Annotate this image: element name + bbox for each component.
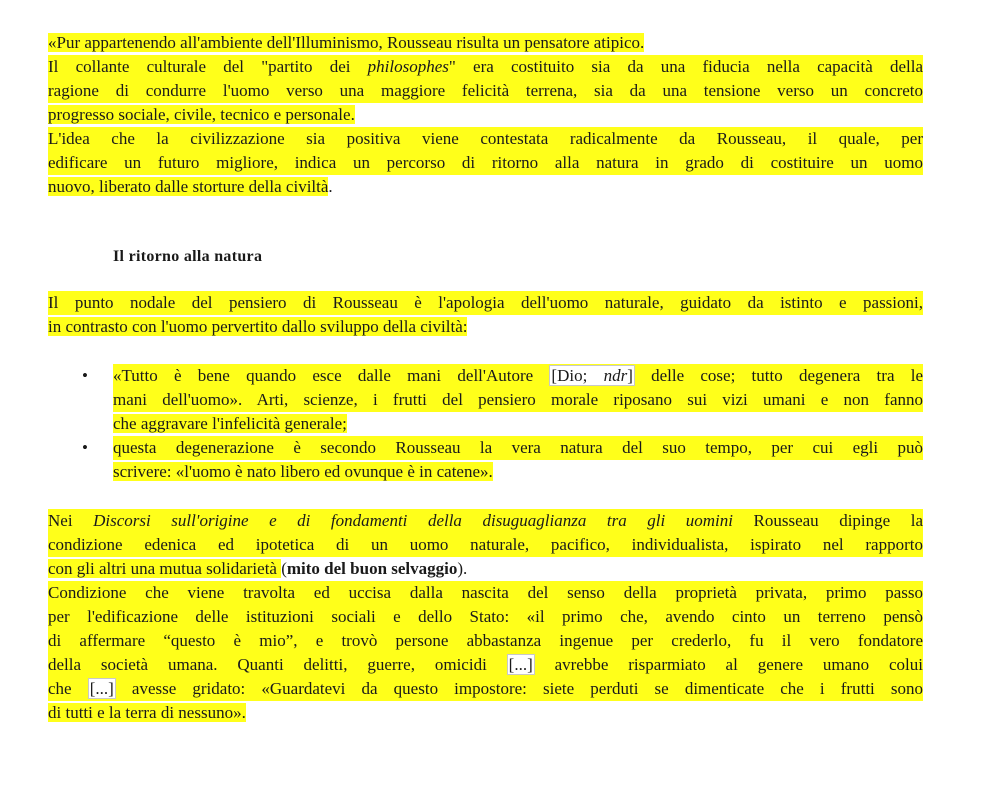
text-line: Condizione che viene travolta ed uccisa dalla nascita del senso della proprietà privata, primo passo	[48, 581, 923, 605]
text-span: «Tutto è bene quando esce dalle mani dell'Autore	[113, 366, 550, 385]
text-line: ragione di condurre l'uomo verso una maggiore felicità terrena, sia da una tensione verso un concreto	[48, 79, 923, 103]
text-line	[48, 557, 923, 581]
text-line: condizione edenica ed ipotetica di un uomo naturale, pacifico, individualista, ispirato nel rapporto	[48, 533, 923, 557]
text-line	[113, 412, 923, 436]
highlighted-text: in contrasto con l'uomo pervertito dallo sviluppo della civiltà:	[48, 317, 468, 336]
highlighted-text: «Pur appartenendo all'ambiente dell'Illuminismo, Rousseau risulta un pensatore atipico.	[48, 33, 645, 52]
text-line	[48, 677, 923, 701]
intro-paragraph	[48, 31, 923, 199]
text-span: " era costituito sia da una fiducia nella capacità della	[448, 57, 923, 76]
text-line	[48, 55, 923, 79]
text-span: Rousseau dipinge la	[732, 511, 923, 530]
highlighted-text: nuovo, liberato dalle storture della civiltà	[48, 177, 329, 196]
text-line	[48, 175, 923, 199]
text-span: avrebbe risparmiato al genere umano colui	[534, 655, 923, 674]
highlighted-text: che aggravare l'infelicità generale;	[113, 414, 347, 433]
bullet-list	[82, 364, 923, 484]
text-line	[48, 509, 923, 533]
section-heading: Il ritorno alla natura	[113, 248, 263, 265]
text-span: della società umana. Quanti delitti, guerre, omicidi	[48, 655, 507, 674]
italic-term: philosophes	[367, 57, 449, 76]
text-line	[113, 460, 923, 484]
text-line	[48, 315, 923, 339]
text-span: ).	[457, 559, 468, 578]
text-span: (	[281, 559, 287, 578]
text-span: che	[48, 679, 88, 698]
text-line	[48, 653, 923, 677]
text-span: .	[328, 177, 333, 196]
list-item	[82, 364, 923, 436]
text-line: questa degenerazione è secondo Rousseau la vera natura del suo tempo, per cui egli può	[113, 436, 923, 460]
text-line: edificare un futuro migliore, indica un percorso di ritorno alla natura in grado di costituire un uomo	[48, 151, 923, 175]
text-line: di affermare “questo è mio”, e trovò persone abbastanza ingenue per crederlo, fu il vero fondatore	[48, 629, 923, 653]
highlighted-text: scrivere: «l'uomo è nato libero ed ovunque è in catene».	[113, 462, 493, 481]
highlighted-text: progresso sociale, civile, tecnico e personale.	[48, 105, 355, 124]
ellipsis-note: [...]	[508, 655, 533, 674]
text-line	[48, 31, 923, 55]
list-item	[82, 436, 923, 484]
discorsi-paragraph	[48, 509, 923, 725]
highlighted-text: con gli altri una mutua solidarietà	[48, 559, 282, 578]
text-span: delle cose; tutto degenera tra le	[634, 366, 923, 385]
text-line: per l'edificazione delle istituzioni sociali e dello Stato: «il primo che, avendo cinto un terreno pensò	[48, 605, 923, 629]
bullet-icon: •	[82, 366, 88, 385]
italic-title: Discorsi sull'origine e di fondamenti della disuguaglianza tra gli uomini	[93, 511, 733, 530]
text-span: avesse gridato: «Guardatevi da questo impostore: siete perduti se dimenticate che i frutti sono	[115, 679, 923, 698]
bullet-icon: •	[82, 438, 88, 457]
note-text: [Dio;	[551, 366, 604, 385]
text-line	[113, 364, 923, 388]
thesis-paragraph	[48, 291, 923, 339]
text-line: Il punto nodale del pensiero di Rousseau è l'apologia dell'uomo naturale, guidato da istinto e passioni,	[48, 291, 923, 315]
text-line	[48, 701, 923, 725]
text-span: Il collante culturale del "partito dei	[48, 57, 368, 76]
text-line: L'idea che la civilizzazione sia positiva viene contestata radicalmente da Rousseau, il quale, per	[48, 127, 923, 151]
text-line	[48, 103, 923, 127]
note-text: ]	[627, 366, 633, 385]
highlighted-text: di tutti e la terra di nessuno».	[48, 703, 246, 722]
italic-term: ndr	[603, 366, 628, 385]
editor-note	[549, 365, 634, 386]
text-span: Nei	[48, 511, 94, 530]
ellipsis-note: [...]	[89, 679, 114, 698]
text-line: mani dell'uomo». Arti, scienze, i frutti del pensiero morale riposano sui vizi umani e non fanno	[113, 388, 923, 412]
bold-term: mito del buon selvaggio	[286, 559, 458, 578]
